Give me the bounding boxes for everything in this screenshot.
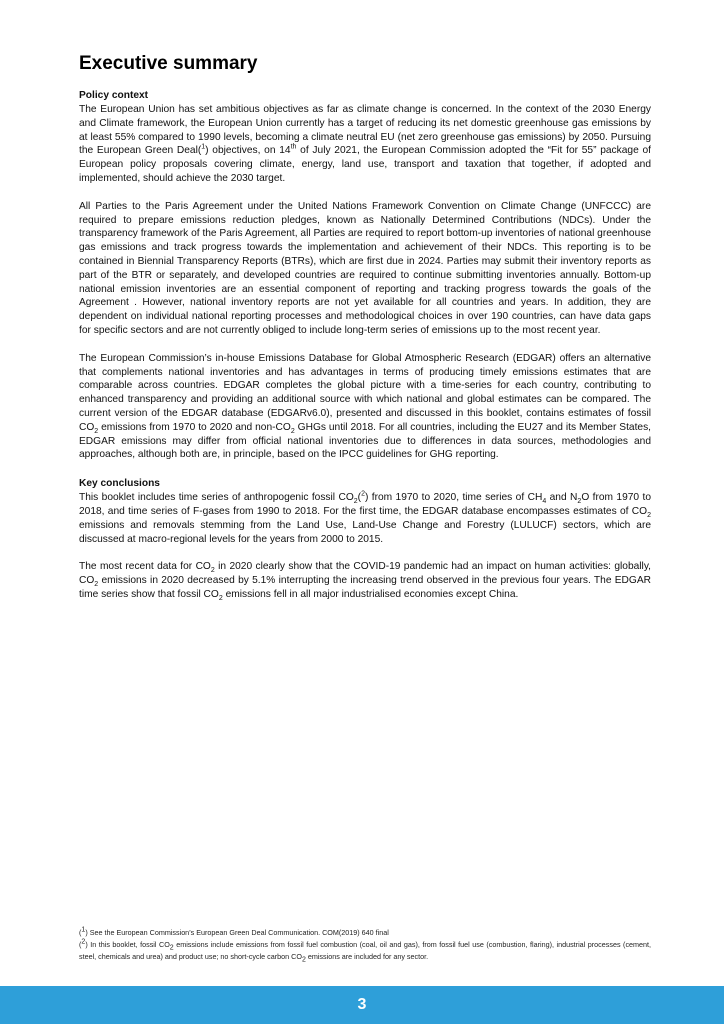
paragraph: The most recent data for $CO_2$ in 2020 clearly show that the COVID-19 pandemic had an impact on human activities: globally, $CO_2$ emissions in 2020 decreased by 5.1% interrupting the increasing trend observed in the previous four years. The EDGAR time series show that fossil $CO_2$ emissions fell in all major industrialised economies except China. bbox=[79, 561, 651, 602]
footnotes bbox=[79, 927, 651, 963]
paragraph: The European Union has set ambitious objectives as far as climate change is concerned. In the context of the 2030 Energy and Climate framework, the European Union currently has a target of reducing its net domestic greenhouse gas emissions by at least 55% compared to 1990 levels, becoming a climate neutral EU (net zero greenhouse gas emissions) by 2050. Pursuing the European Green Deal($^1$) objectives, on 14th of July 2021, the European Commission adopted the “Fit for 55” package of European policy proposals covering climate, energy, land use, transport and taxation that together, if adopted and implemented, should achieve the 2030 target. bbox=[79, 104, 651, 184]
footnote-2: ($^2$) In this booklet, fossil $CO_2$ emissions include emissions from fossil fuel combustion (coal, oil and gas), from fossil fuel use (combustion, flaring), industrial processes (cement, steel, chemicals and urea) and product use; no short-cycle carbon $CO_2$ emissions are included for any sector. bbox=[79, 938, 652, 964]
page-number: 3 bbox=[357, 996, 367, 1013]
key-conclusions-section bbox=[79, 476, 651, 602]
paragraph: All Parties to the Paris Agreement under the United Nations Framework Convention on Climate Change (UNFCCC) are required to prepare emissions reduction pledges, known as Nationally Determined Contributions (NDCs). Under the transparency framework of the Paris Agreement, all Parties are required to report bottom-up inventories of national greenhouse gas emissions and track progress towards the implementation and achievement of their NDCs. This reporting is to be contained in Biennial Transparency Reports (BTRs), which are first due in 2024. Parties may submit their inventory reports as part of the BTR or separately, and developed countries are required to continue submitting inventories annually. Bottom-up national emission inventories are an essential component of reporting and tracking progress towards the goals of the Agreement . However, national inventory reports are not yet available for all countries and years. In addition, they are dependent on individual national reporting processes and methodological choices in over 190 countries, can have data gaps for specific sectors and are not currently obliged to include long-term series of emissions up to the most recent year. bbox=[79, 200, 651, 336]
section-heading-policy-context: Policy context bbox=[79, 90, 149, 101]
footnote-1: ($^1$) See the European Commission’s European Green Deal Communication. COM(2019) 640 final bbox=[79, 926, 389, 937]
paragraph: This booklet includes time series of anthropogenic fossil $CO_2(^2)$ from 1970 to 2020, time series of $CH_4$ and $N_2O$ from 1970 to 2018, and time series of F-gases from 1990 to 2018. For the first time, the EDGAR database encompasses estimates of $CO_2$ emissions and removals stemming from the Land Use, Land-Use Change and Forestry (LULUCF) sectors, which are discussed at macro-regional levels for the years from 2000 to 2015. bbox=[79, 490, 652, 545]
paragraph: The European Commission’s in-house Emissions Database for Global Atmospheric Research (EDGAR) offers an alternative that complements national inventories and has advantages in terms of producing timely emissions estimates that are comparable across countries. EDGAR completes the global picture with a time-series for each country, contributing to enhanced transparency and providing an additional source with which national and global estimates can be compared. The current version of the EDGAR database (EDGARv6.0), presented and discussed in this booklet, contains estimates of fossil $CO_2$ emissions from 1970 to 2020 and non-$CO_2$ GHGs until 2018. For all countries, including the EU27 and its Member States, EDGAR emissions may differ from official national inventories due to differences in data sources, methodologies and approaches, although both are, in principle, based on the IPCC guidelines for GHG reporting. bbox=[79, 352, 651, 461]
policy-context-section bbox=[79, 88, 651, 462]
page-title: Executive summary bbox=[79, 53, 258, 74]
section-heading-key-conclusions: Key conclusions bbox=[79, 478, 160, 490]
main-content bbox=[79, 88, 651, 616]
footer-bar bbox=[0, 986, 724, 1024]
